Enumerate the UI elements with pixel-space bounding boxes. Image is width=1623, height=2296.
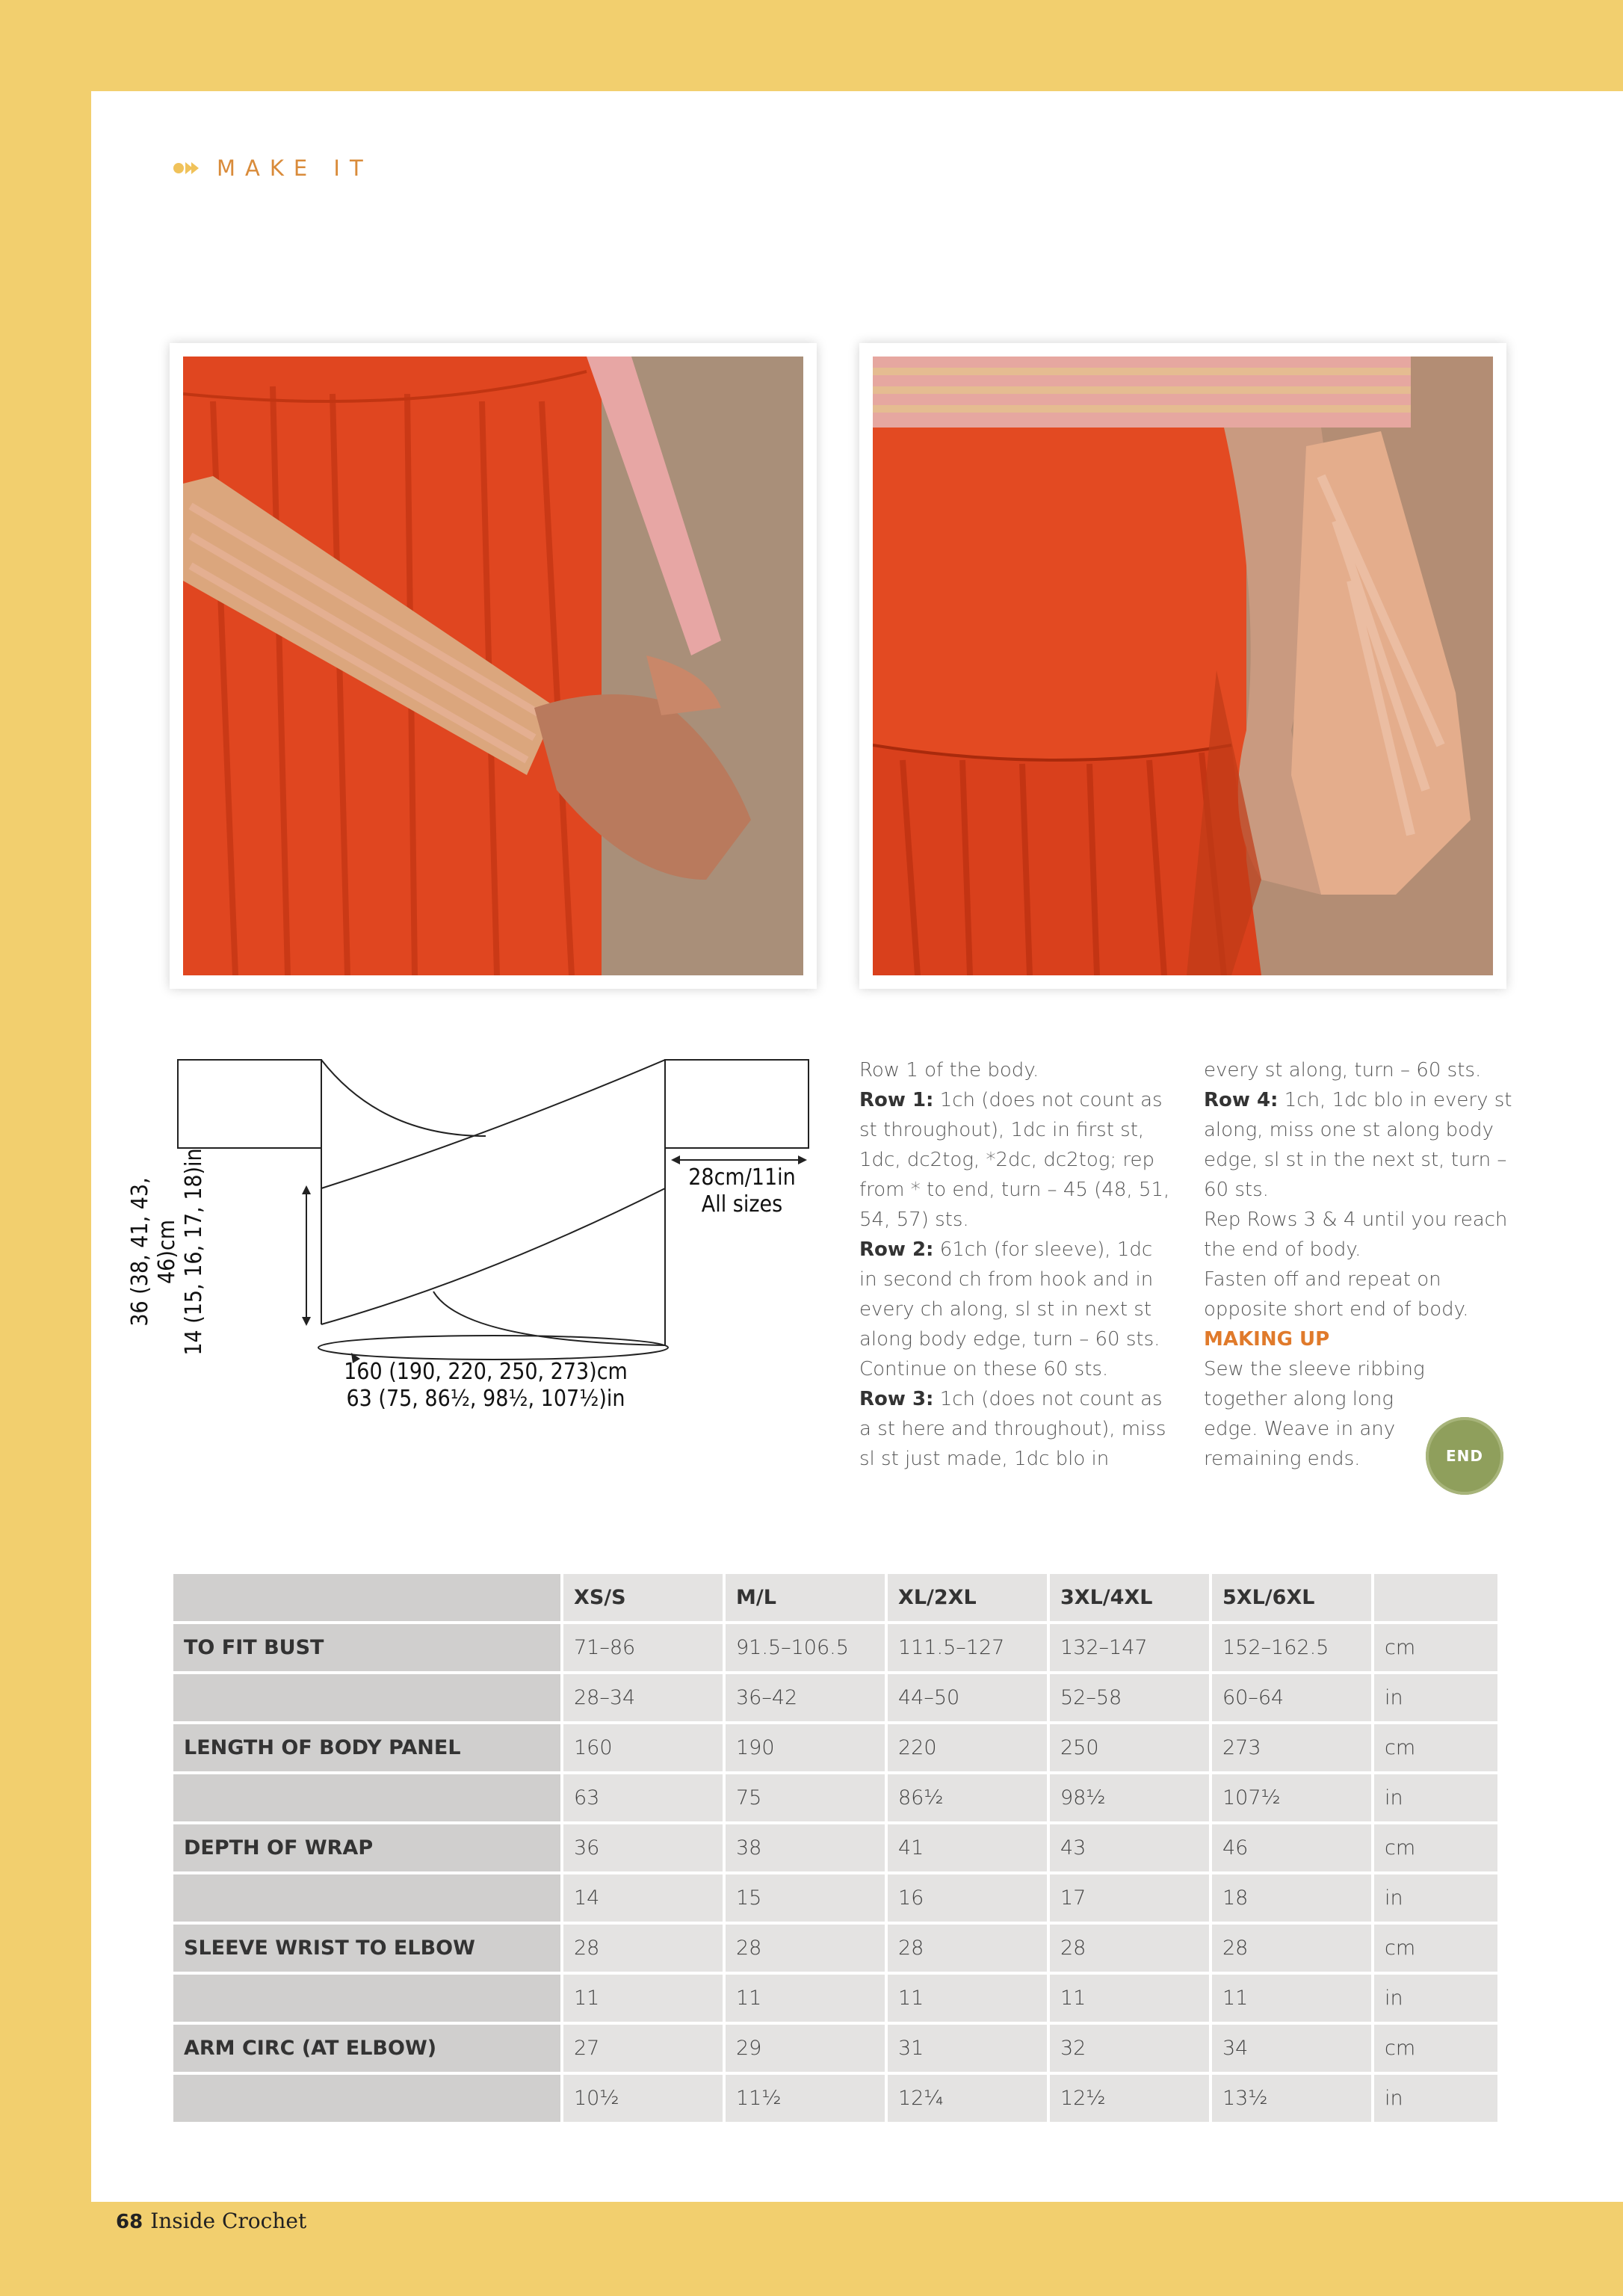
table-cell: 28	[726, 1925, 885, 1972]
row-label: TO FIT BUST	[173, 1624, 560, 1671]
table-cell: 132–147	[1050, 1624, 1209, 1671]
table-row	[173, 1975, 1497, 2022]
table-cell: 16	[888, 1874, 1047, 1922]
pattern-row-3: Row 3: 1ch (does not count as a st here and throughout), miss sl st just made, 1dc blo in	[859, 1388, 1166, 1470]
table-cell: 36–42	[726, 1674, 885, 1721]
pattern-line: Rep Rows 3 & 4 until you reach the end of body.	[1204, 1209, 1508, 1261]
table-cell: 91.5–106.5	[726, 1624, 885, 1671]
table-cell: 11	[563, 1975, 723, 2022]
section-tag	[172, 155, 373, 181]
table-row	[173, 1824, 1497, 1871]
row-label	[173, 2075, 560, 2122]
table-cell: 32	[1050, 2025, 1209, 2072]
making-up-heading: MAKING UP	[1204, 1328, 1330, 1351]
table-header-cell	[1374, 1574, 1497, 1621]
photo-left-frame	[170, 343, 817, 989]
table-cell: 107½	[1212, 1774, 1371, 1821]
pattern-line: Row 1 of the body.	[859, 1059, 1039, 1081]
table-cell: 46	[1212, 1824, 1371, 1871]
double-arrow-icon	[172, 160, 202, 176]
table-cell: 111.5–127	[888, 1624, 1047, 1671]
unit-cell: cm	[1374, 1925, 1497, 1972]
size-table	[170, 1571, 1500, 2125]
unit-cell: cm	[1374, 1724, 1497, 1771]
row-label	[173, 1774, 560, 1821]
table-cell: 41	[888, 1824, 1047, 1871]
table-cell: 14	[563, 1874, 723, 1922]
table-row	[173, 1724, 1497, 1771]
table-cell: 11	[726, 1975, 885, 2022]
table-cell: 60–64	[1212, 1674, 1371, 1721]
table-cell: 43	[1050, 1824, 1209, 1871]
table-cell: 11	[888, 1975, 1047, 2022]
row-label	[173, 1874, 560, 1922]
table-cell: 10½	[563, 2075, 723, 2122]
table-cell: 250	[1050, 1724, 1209, 1771]
pattern-line: every st along, turn – 60 sts.	[1204, 1059, 1482, 1081]
table-cell: 12½	[1050, 2075, 1209, 2122]
table-row	[173, 1674, 1497, 1721]
unit-cell: in	[1374, 1975, 1497, 2022]
table-cell: 28–34	[563, 1674, 723, 1721]
table-row	[173, 1925, 1497, 1972]
table-cell: 52–58	[1050, 1674, 1209, 1721]
pattern-column-2	[1204, 1055, 1518, 1474]
table-header-cell: XS/S	[563, 1574, 723, 1621]
depth-dimension-label: 36 (38, 41, 43, 46)cm 14 (15, 16, 17, 18)in	[127, 1148, 207, 1356]
table-cell: 11½	[726, 2075, 885, 2122]
row-label: SLEEVE WRIST TO ELBOW	[173, 1925, 560, 1972]
photo-left	[183, 357, 803, 975]
row-label: LENGTH OF BODY PANEL	[173, 1724, 560, 1771]
unit-cell: cm	[1374, 1824, 1497, 1871]
sleeve-dimension-label: 28cm/11in All sizes	[688, 1164, 796, 1218]
photo-right	[873, 357, 1493, 975]
table-cell: 152–162.5	[1212, 1624, 1371, 1671]
table-cell: 31	[888, 2025, 1047, 2072]
page-number: 68	[116, 2211, 143, 2233]
unit-cell: cm	[1374, 1624, 1497, 1671]
pattern-row-1: Row 1: 1ch (does not count as st throughout), 1dc in first st, 1dc, dc2tog, *2dc, dc2tog; rep from * to end, turn – 45 (48, 51, 54, 57) sts.	[859, 1089, 1170, 1231]
making-up-text: Sew the sleeve ribbing together along long edge. Weave in any remaining ends.	[1204, 1358, 1425, 1470]
unit-cell: in	[1374, 1874, 1497, 1922]
table-cell: 28	[1212, 1925, 1371, 1972]
end-badge: END	[1426, 1417, 1503, 1495]
table-header-cell: M/L	[726, 1574, 885, 1621]
magazine-name: Inside Crochet	[150, 2209, 307, 2233]
table-cell: 38	[726, 1824, 885, 1871]
table-cell: 28	[563, 1925, 723, 1972]
table-row	[173, 2075, 1497, 2122]
table-header-cell: XL/2XL	[888, 1574, 1047, 1621]
row-label: ARM CIRC (AT ELBOW)	[173, 2025, 560, 2072]
table-cell: 17	[1050, 1874, 1209, 1922]
table-cell: 75	[726, 1774, 885, 1821]
pattern-row-4: Row 4: 1ch, 1dc blo in every st along, miss one st along body edge, sl st in the next st, turn – 60 sts.	[1204, 1089, 1512, 1201]
table-row	[173, 1624, 1497, 1671]
table-cell: 18	[1212, 1874, 1371, 1922]
table-row	[173, 1774, 1497, 1821]
table-cell: 190	[726, 1724, 885, 1771]
pattern-line: Continue on these 60 sts.	[859, 1358, 1109, 1380]
length-dimension-label: 160 (190, 220, 250, 273)cm 63 (75, 86½, 98½, 107½)in	[344, 1359, 628, 1412]
table-cell: 36	[563, 1824, 723, 1871]
unit-cell: in	[1374, 1674, 1497, 1721]
table-cell: 11	[1212, 1975, 1371, 2022]
table-header-cell	[173, 1574, 560, 1621]
row-label	[173, 1975, 560, 2022]
table-cell: 63	[563, 1774, 723, 1821]
section-tag-label: MAKE IT	[217, 155, 373, 181]
table-header-cell: 5XL/6XL	[1212, 1574, 1371, 1621]
table-cell: 273	[1212, 1724, 1371, 1771]
table-cell: 28	[1050, 1925, 1209, 1972]
table-row	[173, 2025, 1497, 2072]
table-cell: 86½	[888, 1774, 1047, 1821]
unit-cell: cm	[1374, 2025, 1497, 2072]
folio	[116, 2209, 306, 2233]
table-cell: 15	[726, 1874, 885, 1922]
pattern-row-2: Row 2: 61ch (for sleeve), 1dc in second ch from hook and in every ch along, sl st in next st along body edge, turn – 60 sts.	[859, 1238, 1160, 1351]
table-row	[173, 1874, 1497, 1922]
table-cell: 98½	[1050, 1774, 1209, 1821]
table-header-row	[173, 1574, 1497, 1621]
table-cell: 71–86	[563, 1624, 723, 1671]
unit-cell: in	[1374, 1774, 1497, 1821]
table-cell: 29	[726, 2025, 885, 2072]
pattern-column-1	[859, 1055, 1173, 1474]
table-cell: 11	[1050, 1975, 1209, 2022]
table-cell: 220	[888, 1724, 1047, 1771]
table-cell: 160	[563, 1724, 723, 1771]
photo-right-frame	[859, 343, 1506, 989]
table-cell: 28	[888, 1925, 1047, 1972]
table-header-cell: 3XL/4XL	[1050, 1574, 1209, 1621]
row-label: DEPTH OF WRAP	[173, 1824, 560, 1871]
table-cell: 13½	[1212, 2075, 1371, 2122]
table-cell: 27	[563, 2025, 723, 2072]
unit-cell: in	[1374, 2075, 1497, 2122]
table-cell: 34	[1212, 2025, 1371, 2072]
schematic-diagram	[127, 1046, 814, 1435]
pattern-line: Fasten off and repeat on opposite short end of body.	[1204, 1268, 1469, 1321]
table-cell: 12¼	[888, 2075, 1047, 2122]
row-label	[173, 1674, 560, 1721]
table-cell: 44–50	[888, 1674, 1047, 1721]
